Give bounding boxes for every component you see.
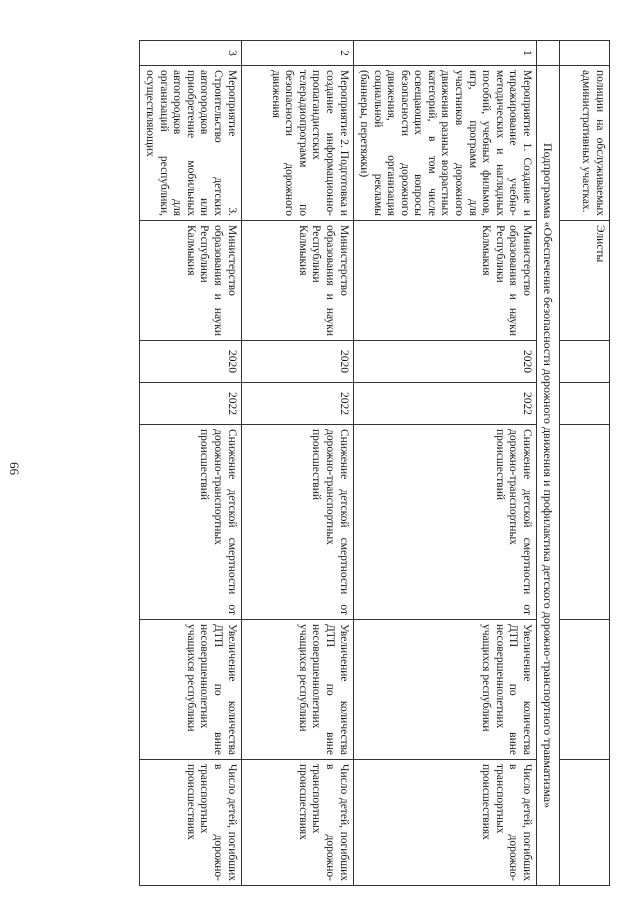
row-number: 1 (353, 41, 536, 66)
cell-indicator: Число детей, погибших в дорожно-транспортных происшествиях (139, 760, 241, 886)
table-row (560, 41, 610, 886)
cell-measure: полиции на обслуживаемых административных участках. (560, 66, 610, 221)
cell-measure: Мероприятие 2. Подготовка и создание информационно-пропагандистских телерадиопрограмм по безопасности дорожного движения (241, 66, 353, 221)
cell-executor: Министерство образования и науки Республики Калмыкия (353, 221, 536, 341)
cell-end-year: 2022 (353, 383, 536, 425)
cell-result: Снижение детской смертности от дорожно-транспортных происшествий (139, 425, 241, 620)
cell-result: Снижение детской смертности от дорожно-транспортных происшествий (353, 425, 536, 620)
cell-measure: Мероприятие 3. Строительство детских автогородков или приобретение мобильных автогородков для организаций республики, осуществляющих (139, 66, 241, 221)
cell-result: Снижение детской смертности от дорожно-транспортных происшествий (241, 425, 353, 620)
row-number: 2 (241, 41, 353, 66)
cell-start-year: 2020 (139, 341, 241, 383)
cell-consequence: Увеличение количества ДТП по вине несовершеннолетних учащихся республики (353, 620, 536, 760)
row-number: 3 (139, 41, 241, 66)
subprogram-title: Подпрограмма «Обеспечение безопасности дорожного движения и профилактика детского дорожно-транспортного травматизма» (536, 66, 559, 886)
cell-indicator: Число детей, погибших в дорожно-транспортных происшествиях (241, 760, 353, 886)
rotated-table-page (55, 40, 610, 885)
cell-end-year: 2022 (241, 383, 353, 425)
page-number: 66 (7, 462, 22, 475)
table-row (241, 41, 353, 886)
measures-table (139, 40, 610, 886)
subprogram-row (536, 41, 559, 886)
cell-consequence: Увеличение количества ДТП по вине несовершеннолетних учащихся республики (241, 620, 353, 760)
cell-executor: Министерство образования и науки Республики Калмыкия (139, 221, 241, 341)
cell-consequence: Увеличение количества ДТП по вине несовершеннолетних учащихся республики (139, 620, 241, 760)
cell-executor: Элисты (560, 221, 610, 341)
cell-executor: Министерство образования и науки Республики Калмыкия (241, 221, 353, 341)
cell-end-year: 2022 (139, 383, 241, 425)
table-row (353, 41, 536, 886)
cell-indicator: Число детей, погибших в дорожно-транспортных происшествиях (353, 760, 536, 886)
cell-start-year: 2020 (353, 341, 536, 383)
cell-start-year: 2020 (241, 341, 353, 383)
cell-measure: Мероприятие 1. Создание и тиражирование учебно-методических и наглядных пособий, учебных фильмов, игр, программ для участников дорожного движения разных возрастных категорий, в том числе освещающих вопросы безопасности дорожного движения, организация социальной рекламы (баннеры, перетяжки) (353, 66, 536, 221)
table-row (139, 41, 241, 886)
